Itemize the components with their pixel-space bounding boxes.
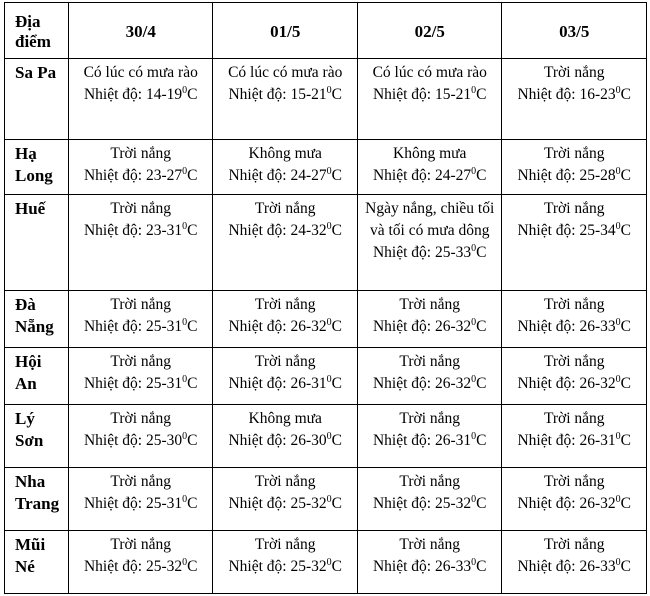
date-header: 30/4 (68, 3, 212, 59)
degree-mark: 0 (471, 166, 477, 178)
degree-mark: 0 (615, 556, 621, 568)
weather-forecast-table (4, 2, 647, 594)
temperature-unit: C (476, 244, 487, 262)
weather-condition: Trời nắng (110, 352, 171, 370)
forecast-cell (357, 290, 502, 347)
temperature-label: Nhiệt độ: (372, 167, 435, 185)
temperature-label: Nhiệt độ: (372, 317, 435, 335)
place-name: Huế (5, 195, 69, 291)
temperature (73, 430, 208, 452)
degree-mark: 0 (615, 430, 621, 442)
temperature-unit: C (187, 431, 198, 449)
degree-mark: 0 (471, 316, 477, 328)
temperature-unit: C (187, 494, 198, 512)
temperature-range: 16-23 (579, 86, 616, 103)
degree-mark: 0 (182, 166, 188, 178)
temperature-unit: C (331, 374, 342, 392)
temperature-label: Nhiệt độ: (83, 494, 146, 512)
temperature (506, 493, 642, 515)
forecast-cell (213, 195, 358, 291)
temperature-range: 26-31 (579, 431, 616, 449)
temperature-unit: C (476, 317, 487, 335)
temperature-label: Nhiệt độ: (83, 374, 146, 392)
weather-condition: Trời nắng (254, 472, 316, 490)
weather-condition: Trời nắng (543, 295, 605, 313)
forecast-cell (502, 347, 647, 404)
temperature-label: Nhiệt độ: (372, 494, 435, 512)
weather-condition: Trời nắng (399, 295, 461, 313)
temperature (362, 373, 498, 395)
place-name: Nha Trang (5, 467, 69, 530)
weather-condition: Trời nắng (254, 200, 316, 218)
weather-condition: Trời nắng (254, 295, 316, 313)
place-name: Sa Pa (5, 59, 69, 140)
forecast-cell (502, 467, 647, 530)
temperature-unit: C (331, 557, 342, 575)
forecast-cell (502, 195, 647, 291)
temperature-range: 26-33 (579, 317, 616, 335)
forecast-cell (68, 59, 212, 140)
temperature-range: 26-31 (434, 431, 472, 449)
temperature-unit: C (476, 86, 487, 103)
place-column-header: Địa điểm (5, 3, 69, 59)
header-row (5, 3, 647, 59)
degree-mark: 0 (471, 493, 477, 505)
table-body (5, 59, 647, 594)
temperature-unit: C (187, 317, 198, 335)
forecast-cell (68, 290, 212, 347)
weather-condition: Trời nắng (543, 409, 605, 427)
temperature-unit: C (187, 167, 198, 185)
temperature-range: 24-27 (434, 167, 472, 185)
temperature-label: Nhiệt độ: (228, 374, 291, 392)
forecast-cell (502, 59, 647, 140)
temperature-unit: C (620, 494, 631, 512)
degree-mark: 0 (471, 85, 477, 96)
temperature-label: Nhiệt độ: (83, 167, 146, 185)
forecast-cell (357, 195, 502, 291)
temperature-label: Nhiệt độ: (372, 374, 435, 392)
temperature-label: Nhiệt độ: (372, 557, 435, 575)
date-header: 01/5 (213, 3, 358, 59)
temperature (217, 165, 353, 187)
temperature (506, 556, 642, 578)
temperature-unit: C (187, 557, 198, 575)
weather-condition: Trời nắng (399, 409, 461, 427)
temperature-range: 26-32 (579, 374, 616, 392)
forecast-cell (68, 404, 212, 467)
degree-mark: 0 (326, 556, 332, 568)
temperature-unit: C (476, 374, 487, 392)
temperature-range: 15-21 (290, 86, 327, 103)
temperature-label: Nhiệt độ: (228, 317, 291, 335)
weather-condition: Trời nắng (543, 64, 605, 81)
weather-condition: Có lúc có mưa rào (372, 64, 487, 81)
temperature-range: 25-31 (145, 317, 183, 335)
temperature-range: 24-32 (290, 222, 327, 240)
weather-condition: Có lúc có mưa rào (83, 64, 198, 81)
temperature (362, 316, 498, 338)
table-row (5, 530, 647, 593)
temperature-label: Nhiệt độ: (372, 86, 435, 103)
temperature-range: 25-30 (145, 431, 183, 449)
forecast-cell (213, 290, 358, 347)
temperature-unit: C (620, 167, 631, 185)
weather-condition: Trời nắng (110, 472, 171, 490)
date-header: 03/5 (502, 3, 647, 59)
temperature-unit: C (187, 222, 198, 240)
temperature (506, 220, 642, 242)
temperature-range: 23-27 (145, 167, 183, 185)
temperature (217, 556, 353, 578)
degree-mark: 0 (182, 493, 188, 505)
temperature-unit: C (331, 167, 342, 185)
temperature-unit: C (331, 86, 342, 103)
forecast-cell (213, 467, 358, 530)
temperature-unit: C (187, 86, 198, 103)
degree-mark: 0 (326, 430, 332, 442)
weather-condition: Không mưa (393, 145, 467, 163)
place-name: Hội An (5, 347, 69, 404)
table-row (5, 59, 647, 140)
temperature-label: Nhiệt độ: (517, 86, 580, 103)
temperature-range: 26-32 (434, 374, 472, 392)
temperature (217, 316, 353, 338)
weather-condition: Trời nắng (399, 535, 461, 553)
temperature-range: 15-21 (434, 86, 472, 103)
degree-mark: 0 (615, 316, 621, 328)
temperature-label: Nhiệt độ: (83, 317, 146, 335)
temperature (73, 165, 208, 187)
temperature-unit: C (187, 374, 198, 392)
temperature-unit: C (476, 557, 487, 575)
forecast-cell (68, 195, 212, 291)
temperature-range: 25-33 (434, 244, 472, 262)
temperature (506, 316, 642, 338)
temperature-label: Nhiệt độ: (517, 557, 580, 575)
temperature-range: 25-32 (290, 557, 327, 575)
forecast-cell (213, 347, 358, 404)
degree-mark: 0 (182, 430, 188, 442)
forecast-cell (357, 467, 502, 530)
temperature (362, 430, 498, 452)
temperature-unit: C (476, 431, 487, 449)
temperature-range: 25-32 (434, 494, 472, 512)
degree-mark: 0 (615, 85, 621, 96)
temperature (362, 242, 498, 264)
degree-mark: 0 (326, 373, 332, 385)
forecast-cell (68, 467, 212, 530)
degree-mark: 0 (182, 556, 188, 568)
degree-mark: 0 (471, 556, 477, 568)
weather-condition: Trời nắng (110, 409, 171, 427)
temperature (362, 556, 498, 578)
temperature-range: 26-32 (434, 317, 472, 335)
forecast-cell (502, 140, 647, 195)
temperature-range: 26-32 (290, 317, 327, 335)
weather-condition: Có lúc có mưa rào (228, 64, 343, 81)
temperature-label: Nhiệt độ: (228, 557, 291, 575)
temperature-label: Nhiệt độ: (372, 244, 435, 262)
weather-condition: Trời nắng (543, 145, 605, 163)
temperature-range: 26-32 (579, 494, 616, 512)
temperature-unit: C (620, 557, 631, 575)
temperature-range: 25-32 (145, 557, 183, 575)
forecast-cell (502, 530, 647, 593)
temperature-unit: C (620, 317, 631, 335)
weather-condition: Trời nắng (543, 200, 605, 218)
date-header: 02/5 (357, 3, 502, 59)
temperature-unit: C (331, 317, 342, 335)
temperature-unit: C (620, 431, 631, 449)
weather-condition: Ngày nắng, chiều tối và tối có mưa dông (365, 200, 495, 240)
forecast-cell (213, 59, 358, 140)
degree-mark: 0 (326, 316, 332, 328)
temperature-label: Nhiệt độ: (228, 167, 291, 185)
temperature-range: 26-33 (434, 557, 472, 575)
temperature-unit: C (331, 222, 342, 240)
forecast-cell (357, 140, 502, 195)
temperature-unit: C (476, 167, 487, 185)
degree-mark: 0 (615, 221, 621, 233)
temperature (73, 556, 208, 578)
place-name: Hạ Long (5, 140, 69, 195)
temperature (362, 84, 498, 106)
weather-condition: Không mưa (248, 409, 322, 427)
place-name: Đà Nẵng (5, 290, 69, 347)
temperature-range: 24-27 (290, 167, 327, 185)
temperature-unit: C (620, 222, 631, 240)
table-row (5, 467, 647, 530)
degree-mark: 0 (615, 166, 621, 178)
weather-condition: Trời nắng (110, 295, 171, 313)
temperature (73, 84, 208, 106)
forecast-cell (357, 404, 502, 467)
temperature-label: Nhiệt độ: (517, 374, 580, 392)
temperature-label: Nhiệt độ: (517, 431, 580, 449)
forecast-cell (68, 140, 212, 195)
temperature-range: 25-31 (145, 374, 183, 392)
forecast-cell (213, 140, 358, 195)
degree-mark: 0 (471, 430, 477, 442)
temperature (506, 165, 642, 187)
degree-mark: 0 (182, 316, 188, 328)
forecast-cell (502, 290, 647, 347)
degree-mark: 0 (182, 221, 188, 233)
temperature-range: 23-31 (145, 222, 183, 240)
temperature-label: Nhiệt độ: (517, 222, 580, 240)
temperature-label: Nhiệt độ: (83, 431, 146, 449)
temperature-label: Nhiệt độ: (517, 317, 580, 335)
temperature-label: Nhiệt độ: (83, 557, 146, 575)
temperature (217, 430, 353, 452)
temperature (73, 220, 208, 242)
temperature (217, 220, 353, 242)
temperature (217, 84, 353, 106)
table-row (5, 404, 647, 467)
temperature (506, 84, 642, 106)
forecast-cell (357, 530, 502, 593)
forecast-cell (68, 347, 212, 404)
weather-condition: Trời nắng (543, 535, 605, 553)
table-row (5, 140, 647, 195)
temperature-label: Nhiệt độ: (517, 167, 580, 185)
temperature (73, 493, 208, 515)
degree-mark: 0 (326, 85, 332, 96)
degree-mark: 0 (471, 243, 477, 255)
weather-condition: Trời nắng (399, 472, 461, 490)
table-row (5, 290, 647, 347)
forecast-cell (357, 59, 502, 140)
place-name: Mũi Né (5, 530, 69, 593)
table-row (5, 347, 647, 404)
place-name: Lý Sơn (5, 404, 69, 467)
weather-condition: Trời nắng (254, 352, 316, 370)
degree-mark: 0 (615, 373, 621, 385)
temperature-label: Nhiệt độ: (228, 431, 291, 449)
weather-condition: Trời nắng (110, 200, 171, 218)
temperature-range: 26-30 (290, 431, 327, 449)
temperature-label: Nhiệt độ: (83, 222, 146, 240)
temperature-unit: C (620, 86, 631, 103)
weather-condition: Không mưa (248, 145, 322, 163)
temperature-range: 25-34 (579, 222, 616, 240)
degree-mark: 0 (182, 373, 188, 385)
forecast-cell (213, 530, 358, 593)
temperature-label: Nhiệt độ: (228, 86, 291, 103)
temperature-label: Nhiệt độ: (517, 494, 580, 512)
temperature (73, 316, 208, 338)
degree-mark: 0 (326, 166, 332, 178)
temperature-unit: C (476, 494, 487, 512)
table-row (5, 195, 647, 291)
weather-condition: Trời nắng (110, 145, 171, 163)
temperature-label: Nhiệt độ: (228, 222, 291, 240)
degree-mark: 0 (615, 493, 621, 505)
forecast-cell (502, 404, 647, 467)
temperature-range: 25-32 (290, 494, 327, 512)
temperature (362, 493, 498, 515)
temperature (506, 373, 642, 395)
weather-condition: Trời nắng (543, 352, 605, 370)
temperature-unit: C (331, 494, 342, 512)
temperature-label: Nhiệt độ: (372, 431, 435, 449)
weather-condition: Trời nắng (543, 472, 605, 490)
weather-condition: Trời nắng (110, 535, 171, 553)
temperature-label: Nhiệt độ: (83, 86, 146, 103)
forecast-cell (357, 347, 502, 404)
temperature-unit: C (331, 431, 342, 449)
temperature-unit: C (620, 374, 631, 392)
temperature-range: 26-33 (579, 557, 616, 575)
temperature-range: 26-31 (290, 374, 327, 392)
forecast-cell (68, 530, 212, 593)
temperature-range: 25-28 (579, 167, 616, 185)
temperature (217, 373, 353, 395)
temperature (506, 430, 642, 452)
temperature-label: Nhiệt độ: (228, 494, 291, 512)
weather-condition: Trời nắng (399, 352, 461, 370)
forecast-cell (213, 404, 358, 467)
degree-mark: 0 (326, 221, 332, 233)
temperature-range: 25-31 (145, 494, 183, 512)
temperature-range: 14-19 (145, 86, 183, 103)
weather-condition: Trời nắng (254, 535, 316, 553)
temperature (73, 373, 208, 395)
degree-mark: 0 (182, 85, 188, 96)
degree-mark: 0 (471, 373, 477, 385)
temperature (217, 493, 353, 515)
degree-mark: 0 (326, 493, 332, 505)
temperature (362, 165, 498, 187)
